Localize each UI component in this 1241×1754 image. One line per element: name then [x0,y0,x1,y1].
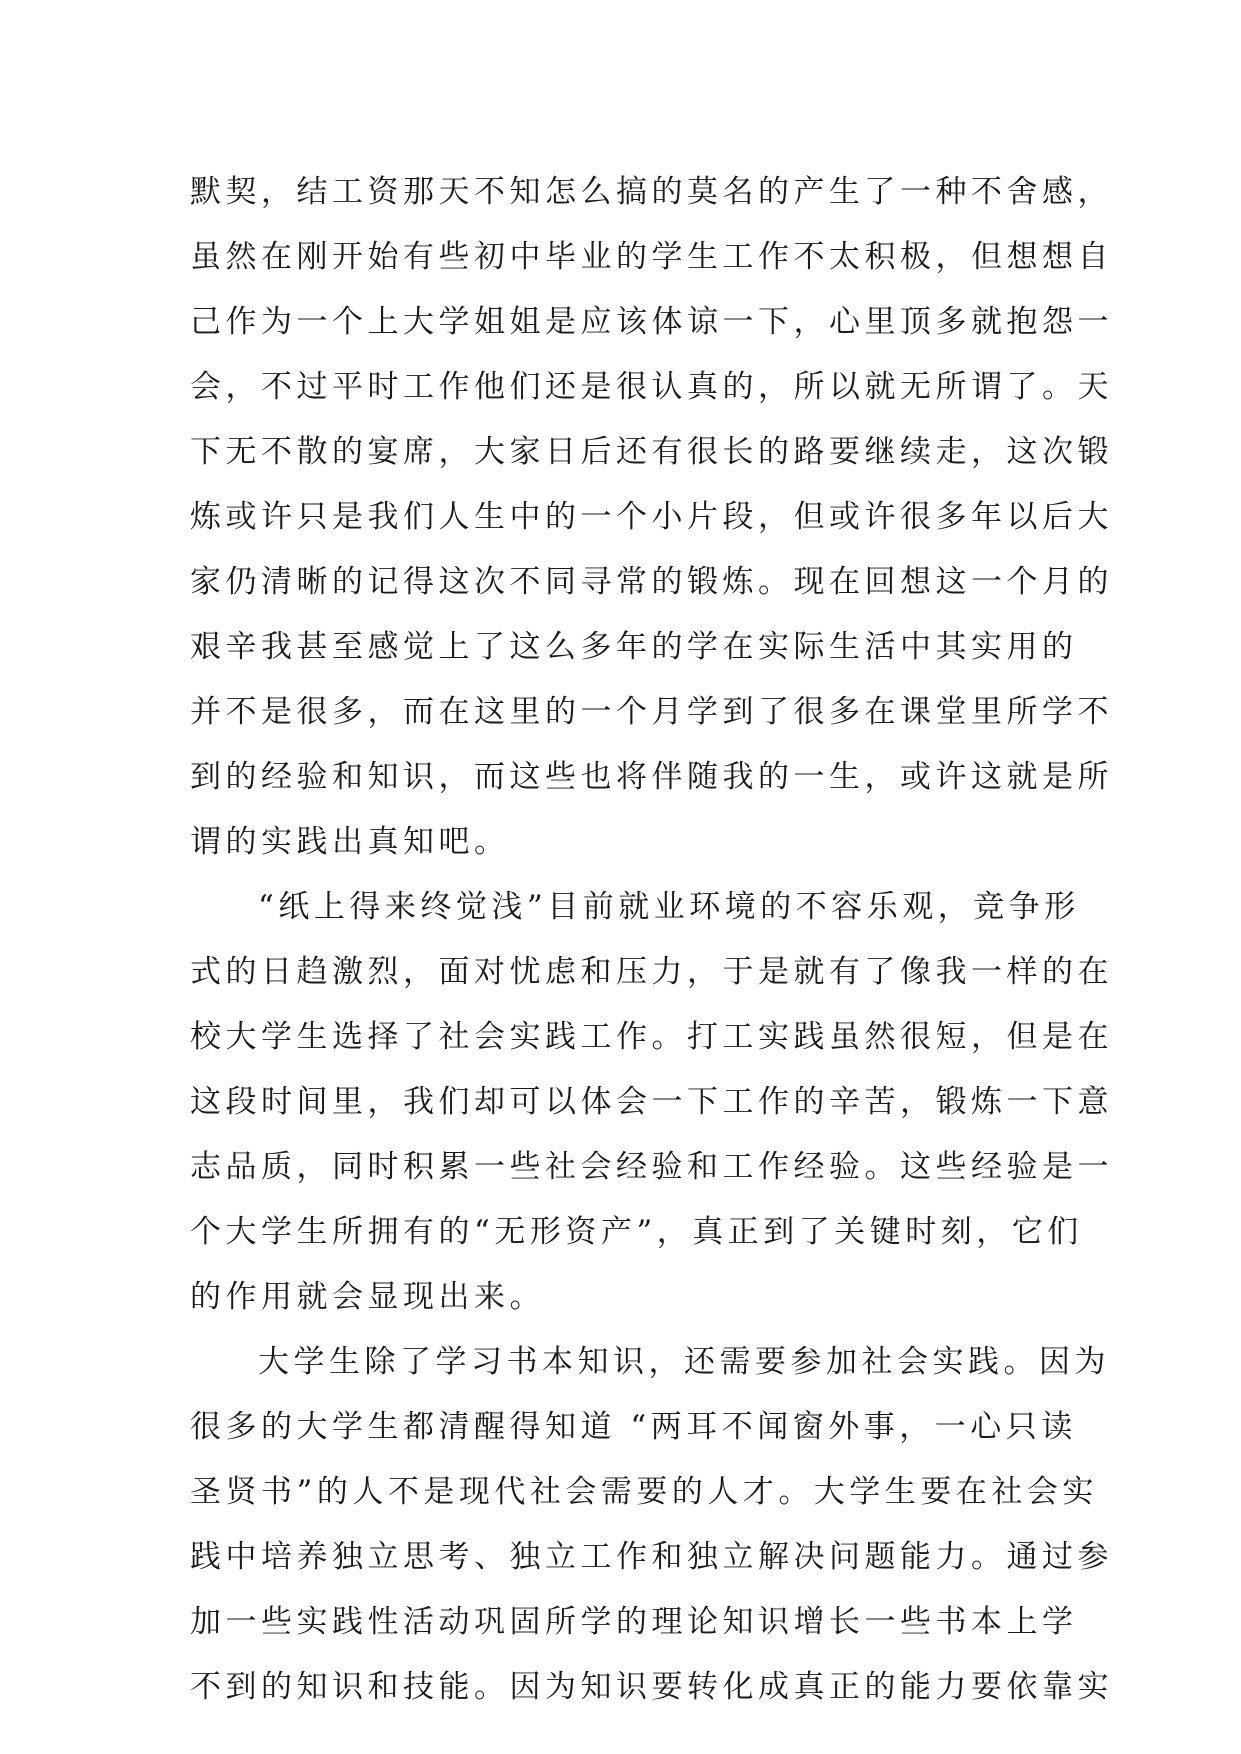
text-line: 不到的知识和技能。因为知识要转化成真正的能力要依靠实 [190,1669,1113,1705]
text-line: 虽然在刚开始有些初中毕业的学生工作不太积极，但想想自 [190,239,1113,275]
text-line: 志品质，同时积累一些社会经验和工作经验。这些经验是一 [190,1149,1113,1185]
text-line-indented: 大学生除了学习书本知识，还需要参加社会实践。因为 [258,1344,1110,1380]
paragraph-1 [190,160,1113,875]
text-line: 谓的实践出真知吧。 [190,824,510,860]
text-line: 式的日趋激烈，面对忧虑和压力，于是就有了像我一样的在 [190,954,1113,990]
text-line: 家仍清晰的记得这次不同寻常的锻炼。现在回想这一个月的 [190,564,1113,600]
text-line: 这段时间里，我们却可以体会一下工作的辛苦，锻炼一下意 [190,1084,1113,1120]
text-line: 圣贤书”的人不是现代社会需要的人才。大学生要在社会实 [190,1474,1098,1510]
text-line: 个大学生所拥有的“无形资产”，真正到了关键时刻，它们 [190,1214,1083,1250]
text-line: 艰辛我甚至感觉上了这么多年的学在实际生活中其实用的 [190,629,1078,665]
paragraph-3 [190,1330,1113,1720]
text-line: 下无不散的宴席，大家日后还有很长的路要继续走，这次锻 [190,434,1113,470]
text-line: 到的经验和知识，而这些也将伴随我的一生，或许这就是所 [190,759,1113,795]
document-body [190,160,1113,1720]
text-line: 校大学生选择了社会实践工作。打工实践虽然很短，但是在 [190,1019,1113,1055]
text-line: 己作为一个上大学姐姐是应该体谅一下，心里顶多就抱怨一 [190,304,1113,340]
text-line: 的作用就会显现出来。 [190,1279,545,1315]
text-line: 并不是很多，而在这里的一个月学到了很多在课堂里所学不 [190,694,1113,730]
text-line: 会，不过平时工作他们还是很认真的，所以就无所谓了。天 [190,369,1113,405]
text-line: 默契，结工资那天不知怎么搞的莫名的产生了一种不舍感， [190,174,1113,210]
text-line: 加一些实践性活动巩固所学的理论知识增长一些书本上学 [190,1604,1078,1640]
paragraph-2 [190,875,1113,1330]
text-line: 炼或许只是我们人生中的一个小片段，但或许很多年以后大 [190,499,1113,535]
text-line-indented: “纸上得来终觉浅”目前就业环境的不容乐观，竞争形 [258,889,1080,925]
text-line: 践中培养独立思考、独立工作和独立解决问题能力。通过参 [190,1539,1113,1575]
text-line: 很多的大学生都清醒得知道 “两耳不闻窗外事，一心只读 [190,1409,1077,1445]
